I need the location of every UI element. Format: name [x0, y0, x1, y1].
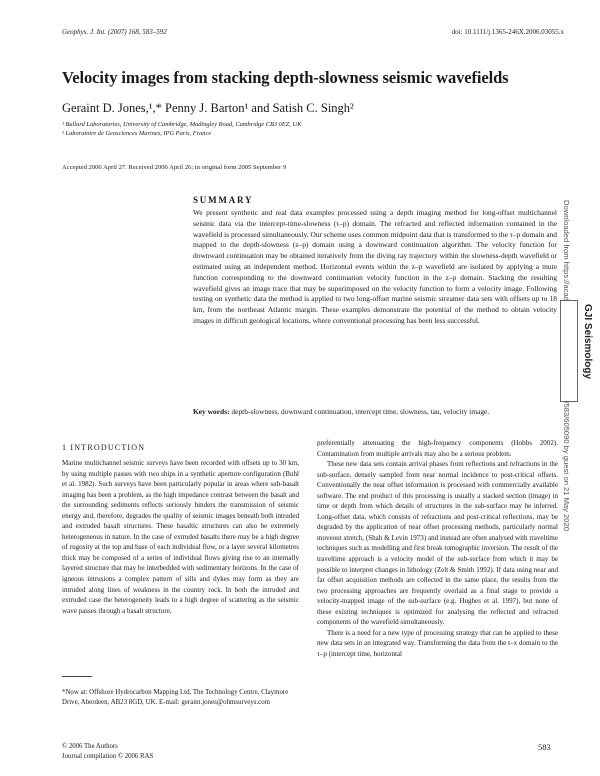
footnote: *Now at: Offshore Hydrocarbon Mapping Ltd, The Technology Centre, Claymore Drive, Aberdeen, AB23 8GD, UK. E-mail: geraint.jones@ohmsurveys.com — [62, 689, 289, 706]
journal-citation — [62, 28, 167, 36]
footnote-rule — [62, 676, 92, 677]
doi[interactable]: doi: 10.1111/j.1365-246X.2006.03055.x — [451, 28, 564, 36]
section-heading-introduction: 1 INTRODUCTION — [62, 443, 146, 452]
page-number: 583 — [538, 742, 551, 752]
affiliation-2: ² Laboratoire de Geosciences Marines, IPG Paris, France — [62, 130, 212, 137]
journal-name: Geophys. J. Int. — [62, 28, 107, 36]
paragraph: There is a need for a new type of processing strategy that can be applied to these new data sets in an integrated way. Transforming the data from the t–x domain to the τ–p (intercept time, horizontal — [317, 628, 558, 658]
copyright-line: Journal compilation © 2006 RAS — [62, 753, 154, 760]
intro-column-left: Marine multichannel seismic surveys have been recorded with offsets up to 30 km, by using multiple passes with two ships in a synthetic aperture configuration (Buhl et al. 1982). Such surveys have been particularly popular in areas where sub-basalt imaging has been a problem, as the high impedance contrast between the basalt and the surrounding sediments reflects seriously hinders the transmission of seismic energy and, therefore, degrades the quality of seismic images beneath both intruded and extruded basalt structures. These basaltic structures can also be extremely heterogeneous in nature. In the case of extruded basalts there may be a high degree of rugosity at the top and base of each individual flow, or a layer several kilometres thick may be composed of a series of individual flows giving rise to an internally layered structure that may be interbedded with sedimentary horizons. In the case of igneous intrusions a complex pattern of sills and dykes may form as they are intruded along lines of weakness in the country rock. In both the intruded and extruded case the heterogeneity leads to a high degree of scattering as the seismic wave passes through a basalt structure, — [62, 459, 299, 615]
author-list: Geraint D. Jones,¹,* Penny J. Barton¹ and Satish C. Singh² — [62, 101, 354, 115]
journal-issue: (2007) 168, 583–592 — [107, 28, 167, 36]
copyright — [62, 742, 153, 762]
keywords — [193, 407, 557, 418]
copyright-line: © 2006 The Authors — [62, 743, 118, 750]
received-dates: Accepted 2006 April 27. Received 2006 April 26; in original form 2005 September 9 — [62, 164, 287, 171]
summary-heading: SUMMARY — [193, 195, 254, 205]
affiliation-1: ¹ Bullard Laboratories, University of Cambridge, Madingley Road, Cambridge CB3 0EZ, UK — [62, 121, 302, 128]
paragraph: preferentially attenuating the high-frequency components (Hobbs 2002). Contamination from multiple arrivals may also be a serious problem. — [317, 439, 558, 458]
keywords-label: Key words: — [193, 407, 230, 416]
keywords-text: depth-slowness, downward continuation, intercept time, slowness, tau, velocity image. — [231, 407, 490, 416]
intro-column-right — [317, 438, 558, 659]
summary-text: We present synthetic and real data examples processed using a depth imaging method for long-offset multichannel seismic data via the intercept-time-slowness (τ–p) domain. The refracted and reflected information contained in the wavefield is processed simultaneously. Our scheme uses common midpoint data that is transformed to the τ–p domain and mapped to the depth-slowness (z–p) domain using a downward continuation algorithm. The velocity function for downward continuation may be obtained iteratively from the diving ray trajectory within the slowness-depth wavefield or estimated using an independent method. Horizontal events within the z–p wavefield are isolated by applying a mute function corresponding to the downward continuation velocity function in the z–p domain. Stacking the resulting wavefield gives an image trace that may be superimposed on the velocity function to form a velocity image. Following testing on synthetic data the method is applied to two long-offset marine seismic streamer data sets with offsets up to 18 km, from the northeast Atlantic margin. These examples demonstrate the potential of the method to obtain velocity images in difficult geological locations, where conventional processing has been less successful. — [193, 208, 557, 325]
section-badge-label: GJI Seismology — [582, 304, 593, 380]
paper-title: Velocity images from stacking depth-slowness seismic wavefields — [62, 68, 509, 87]
section-badge — [560, 300, 578, 402]
paragraph: These new data sets contain arrival phases from reflections and refractions in the sub-surface, densely sampled from near normal incidence to post-critical offsets. Conventionally the near offset information is processed with commercially available software. The end product of this processing is usually a stacked section (image) in time or depth from which details of structures in the sub-surface may be inferred. Long-offset data, which consists of refractions and post-critical reflections, may be degraded by the application of near offset processing methods, particularly normal moveout stretch, (Shah & Levin 1973) and instead are often analysed with traveltime techniques such as modelling and first break tomographic inversion. The result of the traveltime approach is a velocity model of the sub-surface from which it may be possible to interpret changes in lithology (Zelt & Smith 1992). If data using near and far offset acquisition methods are collected in the same place, the results from the two processing approaches are frequently overlaid as a final stage to provide a velocity-mapped image of the sub-surface (e.g. Hughes et al. 1997), but none of these existing techniques is optimized for analysing the reflected and refracted components of the wavefield simultaneously. — [317, 460, 558, 627]
